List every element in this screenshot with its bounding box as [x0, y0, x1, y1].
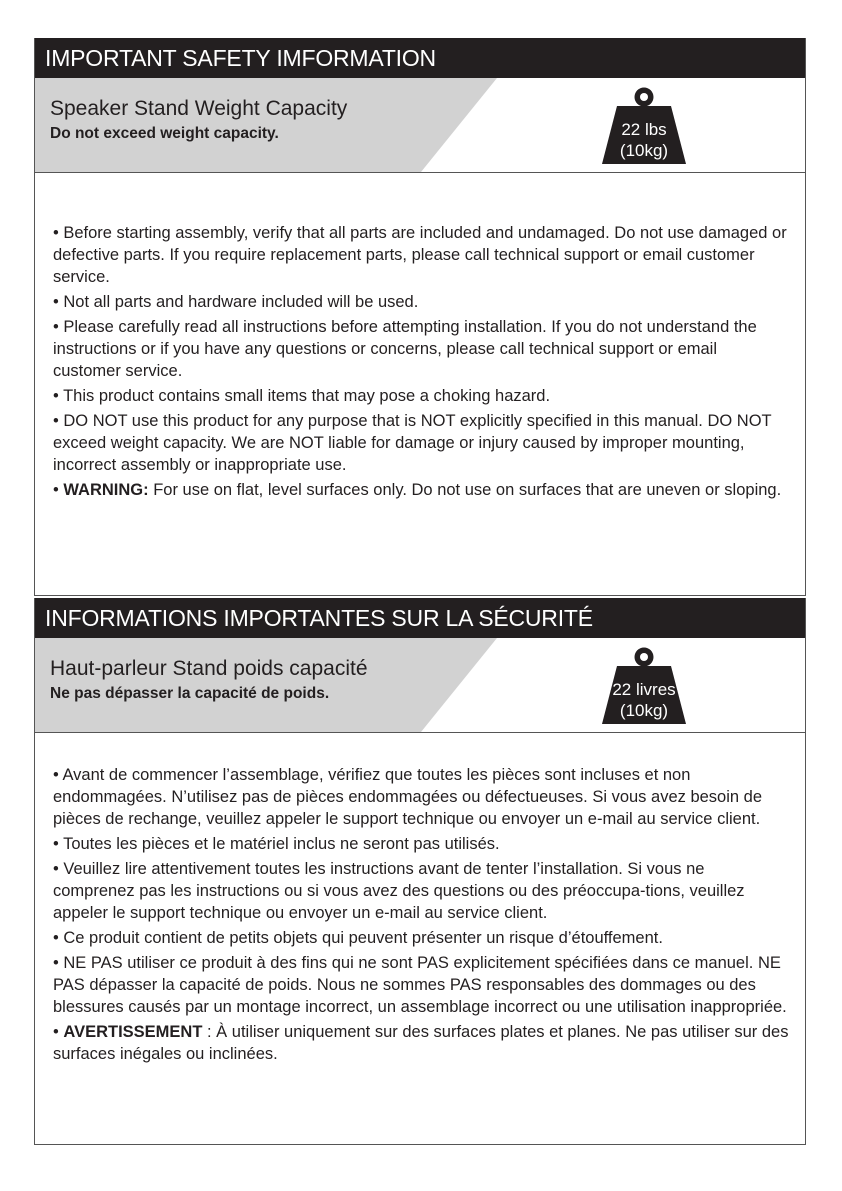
warning-label: AVERTISSEMENT [63, 1023, 203, 1041]
bullet-marker: • [53, 481, 64, 499]
weight-metric: (10kg) [619, 701, 669, 720]
bullet-item: • Avant de commencer l’assemblage, vérifiez que toutes les pièces sont incluses et non endommagées. N’utilisez pas de pièces endommagées ou défectueuses. Si vous avez besoin de pièces de rechange, veuillez appeler le support technique ou envoyer un e-mail au service client. [53, 766, 763, 828]
bullet-item: • NE PAS utiliser ce produit à des fins qui ne sont PAS explicitement spécifiées dans ce manuel. NE PAS dépasser la capacité de poids. Nous ne sommes PAS responsables des dommages ou des blessures causés par un montage incorrect, un assemblage incorrect ou une utilisation inappropriée. [53, 954, 787, 1016]
weight-capacity-band [35, 78, 805, 173]
safety-section-english [34, 38, 806, 596]
weight-capacity-band [35, 638, 805, 733]
bullet-item: • This product contains small items that may pose a choking hazard. [53, 387, 551, 405]
weight-kettlebell-icon [593, 646, 695, 726]
safety-bullet-list [35, 173, 805, 501]
warning-text: For use on flat, level surfaces only. Do not use on surfaces that are uneven or sloping. [148, 481, 782, 499]
bullet-item: • Not all parts and hardware included will be used. [53, 293, 419, 311]
bullet-item: • Before starting assembly, verify that all parts are included and undamaged. Do not use damaged or defective parts. If you require replacement parts, please call technical support or email customer service. [53, 224, 787, 286]
section-title: IMPORTANT SAFETY IMFORMATION [35, 38, 805, 78]
bullet-item: • DO NOT use this product for any purpose that is NOT explicitly specified in this manual. DO NOT exceed weight capacity. We are NOT liable for damage or injury caused by improper mounting, incorrect assembly or inappropriate use. [53, 412, 772, 474]
weight-value: 22 lbs [621, 120, 667, 139]
weight-value: 22 livres [612, 680, 676, 699]
safety-bullet-list [35, 733, 805, 1065]
capacity-subheading: Do not exceed weight capacity. [50, 125, 279, 142]
warning-label: WARNING: [63, 481, 149, 499]
capacity-subheading: Ne pas dépasser la capacité de poids. [50, 685, 330, 702]
capacity-heading: Haut-parleur Stand poids capacité [50, 657, 368, 680]
section-title: INFORMATIONS IMPORTANTES SUR LA SÉCURITÉ [35, 598, 805, 638]
weight-kettlebell-icon [593, 86, 695, 166]
bullet-item: • Please carefully read all instructions before attempting installation. If you do not understand the instructions or if you have any questions or concerns, please call technical support or email customer service. [53, 318, 757, 380]
bullet-item: • Ce produit contient de petits objets qui peuvent présenter un risque d’étouffement. [53, 929, 663, 947]
weight-metric: (10kg) [619, 141, 669, 160]
bullet-item: • Veuillez lire attentivement toutes les instructions avant de tenter l’installation. Si vous ne comprenez pas les instructions ou si vous avez des questions ou des préoccupa-tions, veuillez appeler le support technique ou envoyer un e-mail au service client. [53, 860, 745, 922]
warning-bullet [53, 479, 789, 501]
bullet-item: • Toutes les pièces et le matériel inclus ne seront pas utilisés. [53, 835, 500, 853]
warning-bullet [53, 1021, 789, 1065]
bullet-marker: • [53, 1023, 64, 1041]
safety-section-french [34, 598, 806, 1145]
capacity-heading: Speaker Stand Weight Capacity [50, 97, 348, 120]
warning-text: : À utiliser uniquement sur des surfaces plates et planes. Ne pas utiliser sur des surfaces inégales ou inclinées. [53, 1023, 789, 1063]
